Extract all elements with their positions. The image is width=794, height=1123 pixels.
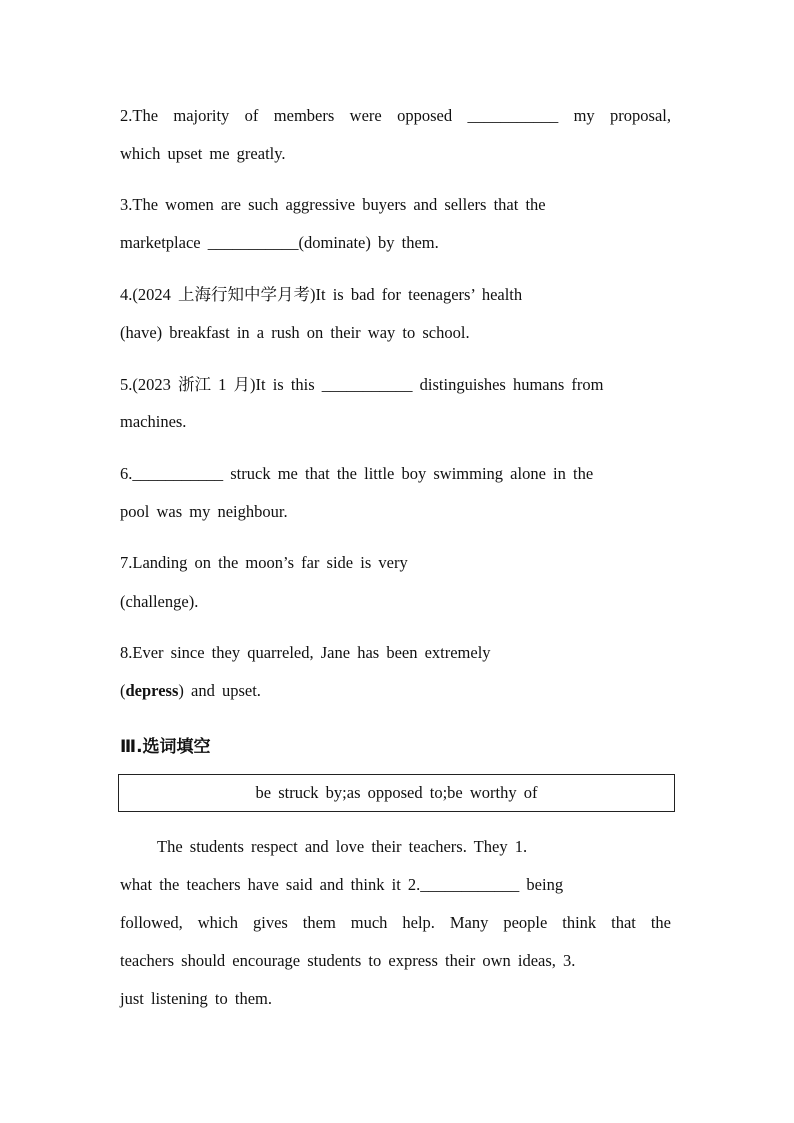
item-8-text: Ever since they quarreled, Jane has been extremely	[132, 643, 491, 662]
item-8-number: 8.	[120, 643, 133, 662]
word-box	[118, 774, 675, 812]
item-8-rest: ) and upset.	[178, 681, 261, 700]
word-box-text: be struck by;as opposed to;be worthy of	[255, 783, 538, 802]
item-8-bold-word: depress	[125, 681, 179, 700]
passage-line-3: followed, which gives them much help. Many people think that the	[120, 913, 671, 932]
item-3-line-2: marketplace ___________(dominate) by them.	[120, 233, 439, 252]
item-2-number: 2.	[120, 106, 133, 125]
item-2-line-2: which upset me greatly.	[120, 144, 286, 163]
item-8-line-2	[120, 681, 261, 701]
item-5-line-2: machines.	[120, 412, 187, 431]
item-6-line-1	[120, 464, 593, 484]
passage-line-4: teachers should encourage students to express their own ideas, 3.	[120, 951, 576, 970]
item-6-text: ___________ struck me that the little boy swimming alone in the	[132, 464, 594, 483]
item-4-text: (2024 上海行知中学月考)It is bad for teenagers’ health	[132, 285, 523, 304]
item-4-line-2: (have) breakfast in a rush on their way to school.	[120, 323, 470, 342]
item-6-number: 6.	[120, 464, 133, 483]
item-3-line-1	[120, 195, 546, 215]
item-7-text: Landing on the moon’s far side is very	[132, 553, 408, 572]
passage-line-2: what the teachers have said and think it 2.____________ being	[120, 875, 564, 894]
item-5-text: (2023 浙江 1 月)It is this ___________ distinguishes humans from	[132, 375, 604, 394]
item-4-number: 4.	[120, 285, 133, 304]
item-5-line-1	[120, 375, 604, 395]
item-3-text: The women are such aggressive buyers and sellers that the	[132, 195, 546, 214]
item-7-line-2: (challenge).	[120, 592, 199, 611]
section-title: Ⅲ.选词填空	[120, 737, 211, 757]
item-8-open-paren: (	[120, 681, 126, 700]
item-6-line-2: pool was my neighbour.	[120, 502, 288, 521]
item-4-line-1	[120, 285, 522, 305]
item-2-line-1	[120, 106, 671, 126]
item-3-number: 3.	[120, 195, 133, 214]
item-7-number: 7.	[120, 553, 133, 572]
item-2-text: The majority of members were opposed ___________ my proposal,	[132, 106, 671, 125]
passage-line-5: just listening to them.	[120, 989, 272, 1008]
passage-line-1: The students respect and love their teachers. They 1.	[157, 837, 528, 856]
item-5-number: 5.	[120, 375, 133, 394]
item-8-line-1	[120, 643, 491, 663]
item-7-line-1	[120, 553, 408, 573]
